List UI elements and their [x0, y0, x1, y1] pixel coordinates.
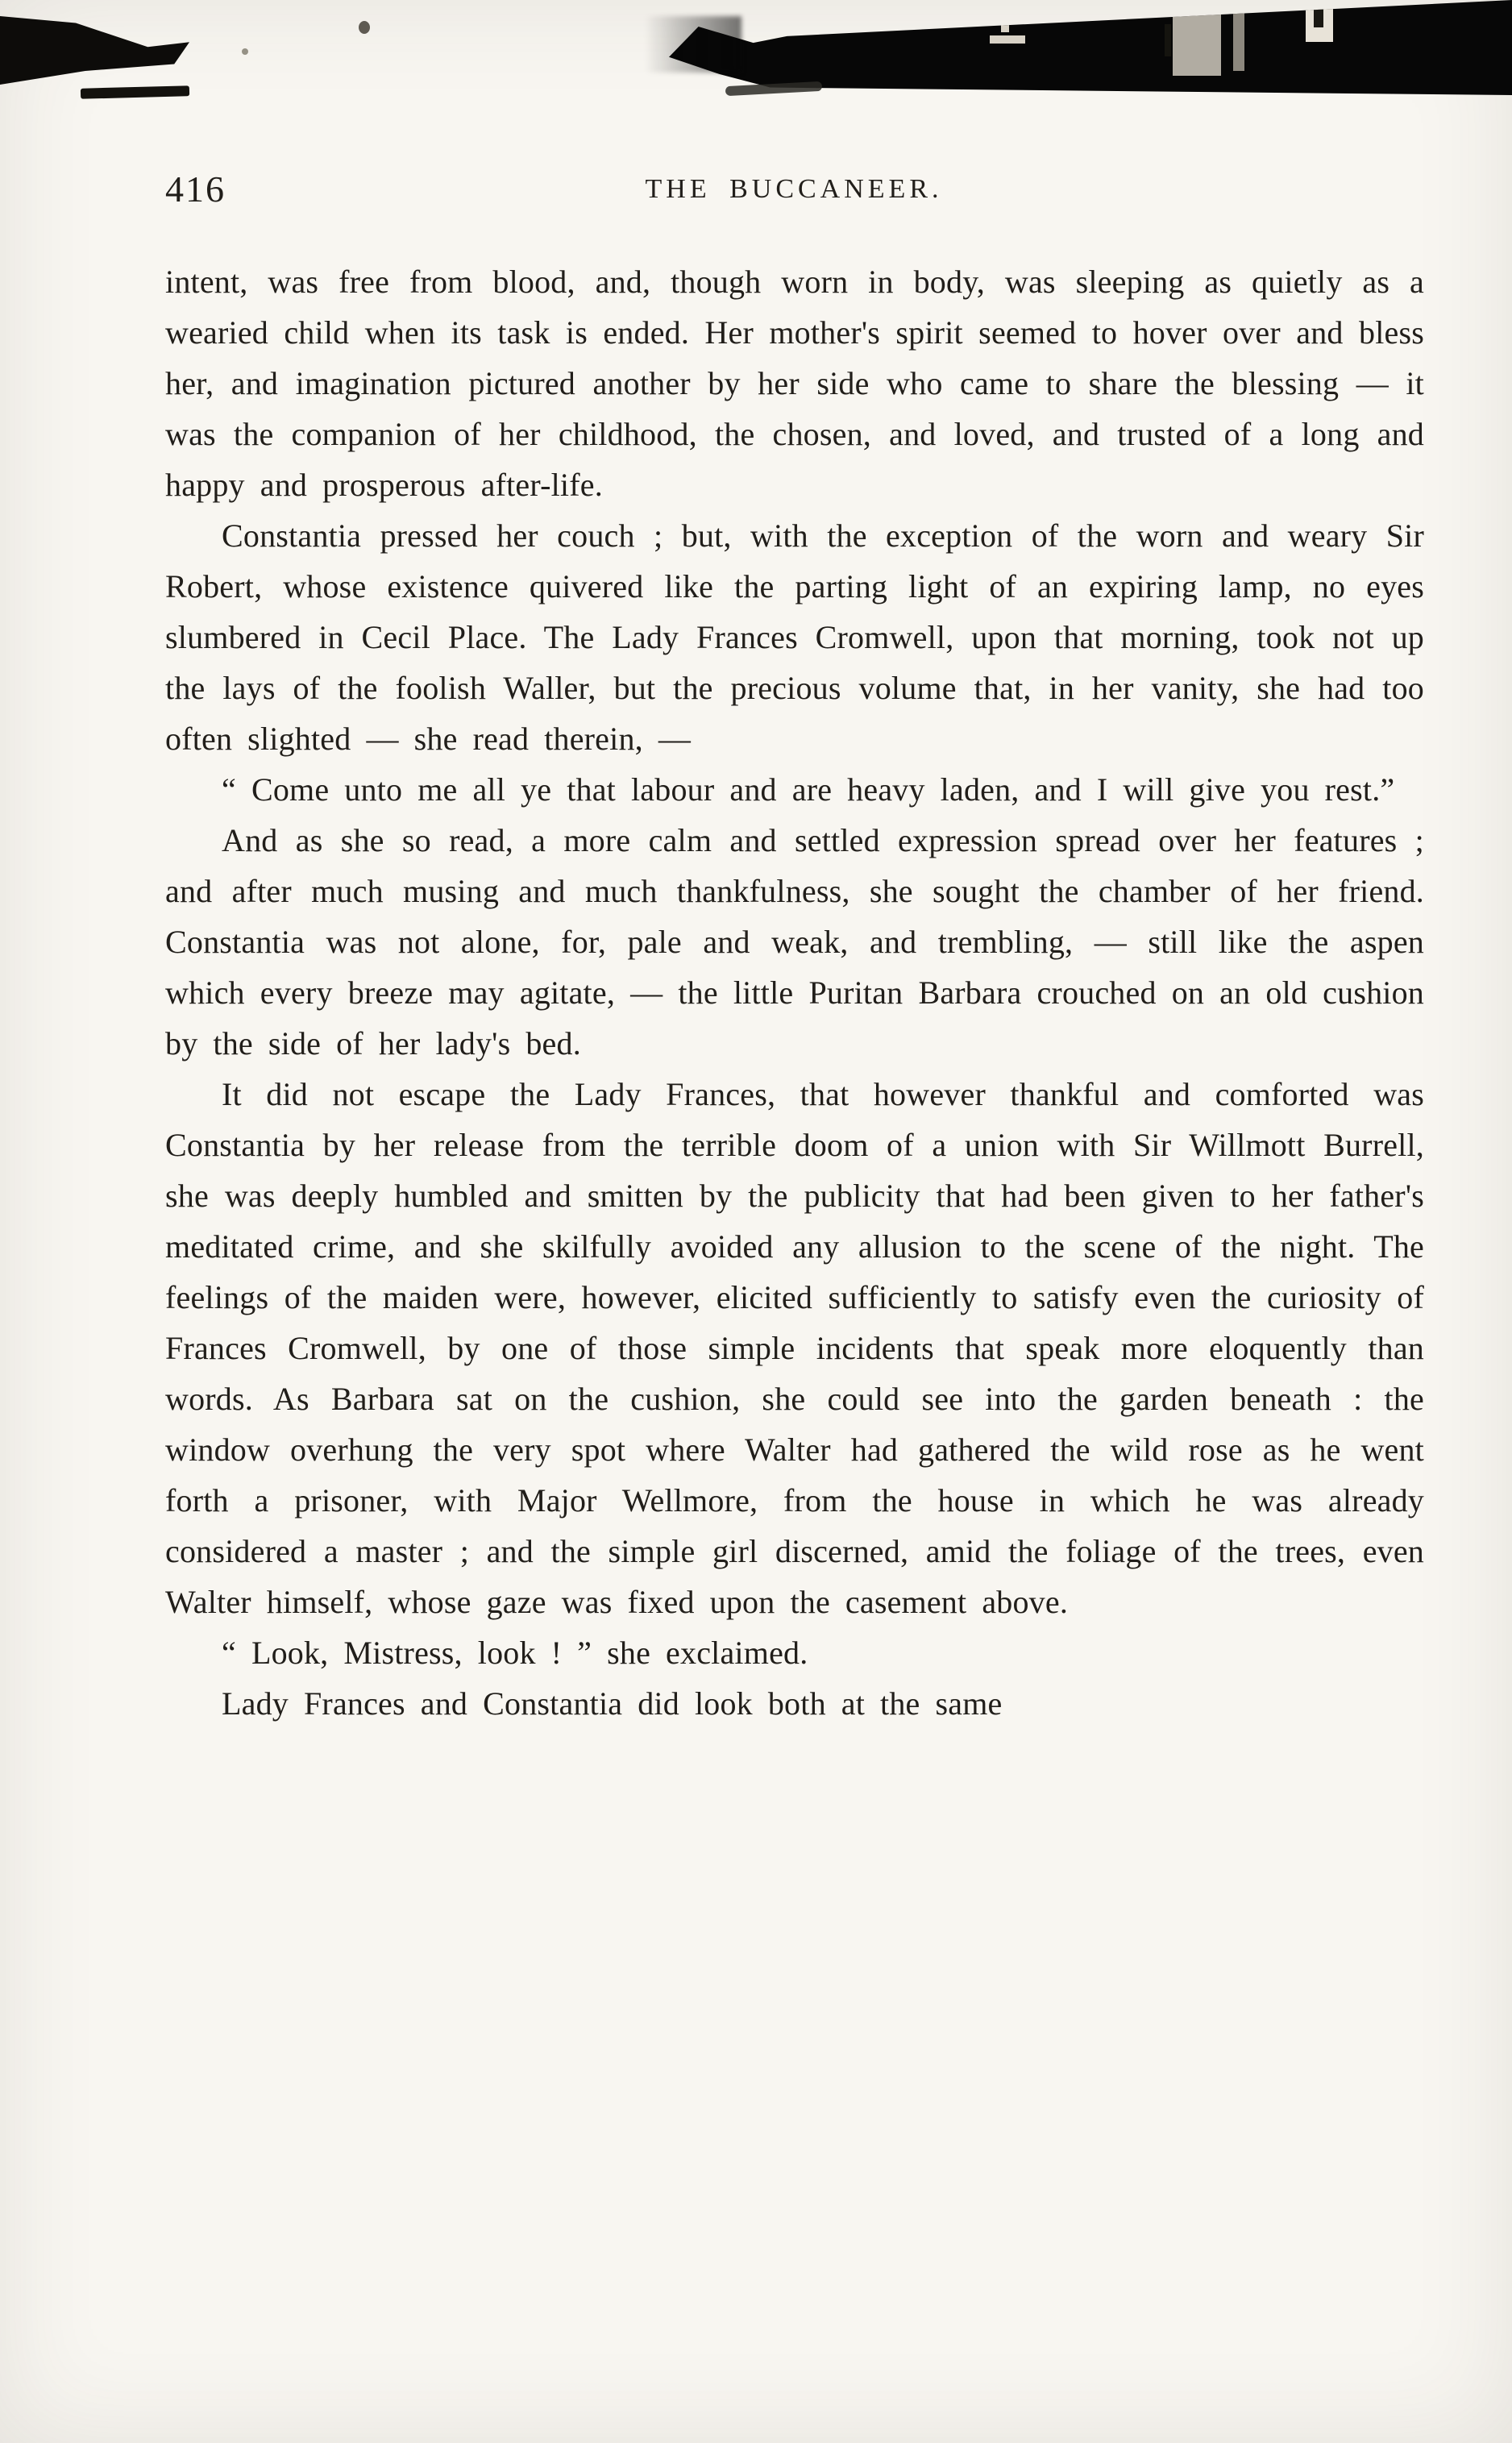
paragraph-partial: Lady Frances and Constantia did look both at the same [222, 1685, 1003, 1722]
scan-artifact-speck [242, 48, 248, 55]
paragraph: And as she so read, a more calm and settled expression spread over her features ; and after much musing and much thankfulness, she sought the chamber of her friend. Constantia was not alone, for, pale and weak, and trembling, — still like the aspen which every breeze may agitate, — the little Puritan Barbara crouched on an old cushion by the side of her lady's bed. [165, 822, 1424, 1062]
scan-artifact-gray-slit [1233, 11, 1244, 71]
scan-artifact-dark-mark [1165, 24, 1171, 56]
running-head: THE BUCCANEER. [645, 174, 943, 204]
scan-artifact-glyph [990, 35, 1025, 44]
paragraph-quote: “ Come unto me all ye that labour and are heavy laden, and I will give you rest.” [222, 771, 1395, 808]
scan-artifact-notch-mark [1314, 6, 1323, 27]
page-header [165, 168, 1423, 216]
paragraph: It did not escape the Lady Frances, that however thankful and comforted was Constantia by her release from the terrible doom of a union with Sir Willmott Burrell, she was deeply humbled and smitten by the publicity that had been given to her father's meditated crime, and she skilfully avoided any allusion to the scene of the night. The feelings of the maiden were, however, elicited sufficiently to satisfy even the curiosity of Frances Cromwell, by one of those simple incidents that speak more eloquently than words. As Barbara sat on the cushion, she could see into the garden beneath : the window overhung the very spot where Walter had gathered the wild rose as he went forth a prisoner, with Major Wellmore, from the house in which he was already considered a master ; and the simple girl discerned, amid the foliage of the trees, even Walter himself, whose gaze was fixed upon the casement above. [165, 1076, 1424, 1620]
page-text-block [165, 256, 1424, 1729]
page-number: 416 [165, 168, 226, 210]
scan-artifact-bar-shadow [645, 16, 741, 73]
scan-artifact-black-bar [669, 0, 1512, 95]
scan-artifact-light-slit [1173, 6, 1221, 76]
scan-artifact-glyph [1001, 5, 1009, 32]
scan-artifact-squiggle [725, 81, 822, 96]
scan-artifact-corner-blot [0, 16, 189, 85]
paragraph-dialogue: “ Look, Mistress, look ! ” she exclaimed. [222, 1635, 808, 1671]
scan-artifact-speck [359, 21, 370, 34]
paragraph: Constantia pressed her couch ; but, with the exception of the worn and weary Sir Robert, whose existence quivered like the parting light of an expiring lamp, no eyes slumbered in Cecil Place. The Lady Frances Cromwell, upon that morning, took not up the lays of the foolish Waller, but the precious volume that, in her vanity, she had too often slighted — she read therein, — [165, 517, 1424, 757]
paragraph-continuation: intent, was free from blood, and, though worn in body, was sleeping as quietly as a wearied child when its task is ended. Her mother's spirit seemed to hover over and bless her, and imagination pictured another by her side who came to share the blessing — it was the companion of her childhood, the chosen, and loved, and trusted of a long and happy and prosperous after-life. [165, 264, 1424, 503]
scan-artifact-dash [81, 85, 189, 99]
